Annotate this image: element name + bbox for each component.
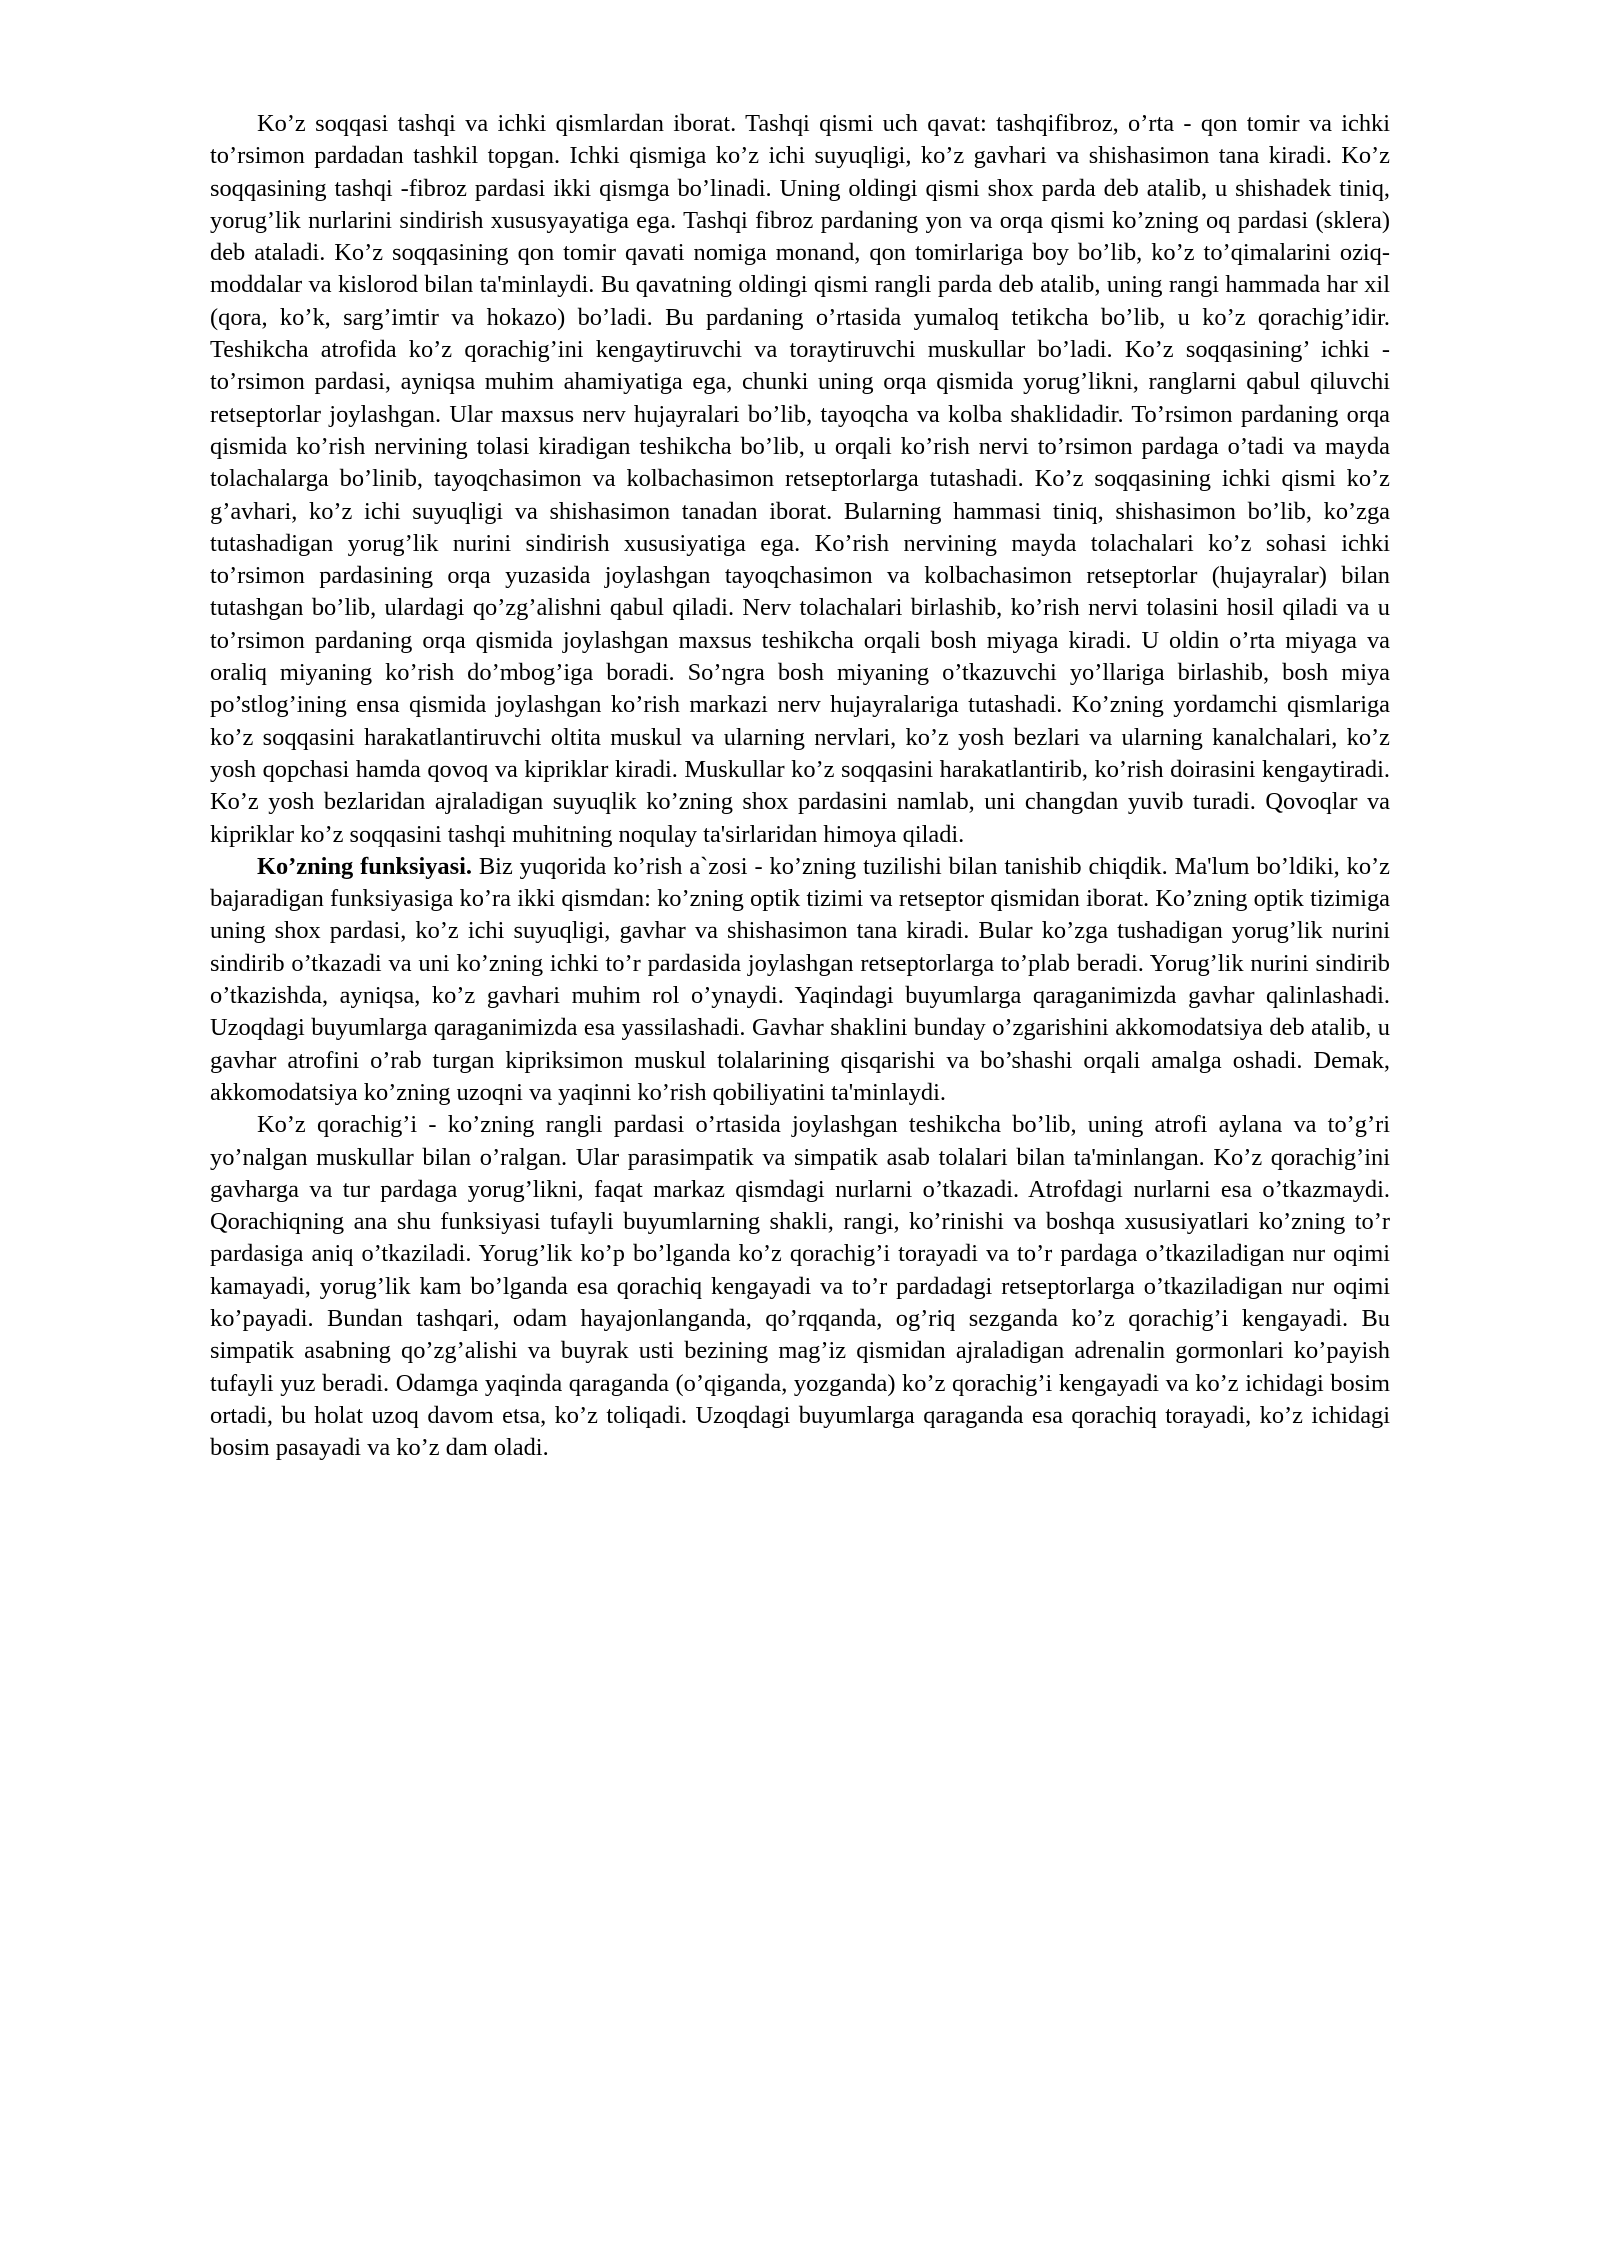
paragraph-eye-function-body: Biz yuqorida ko’rish a`zosi - ko’zning tuzilishi bilan tanishib chiqdik. Ma'lum bo’ldiki, ko’z bajaradigan funksiyasiga ko’ra ikki qismdan: ko’zning optik tizimi va retseptor qismidan iborat. Ko’zning optik tizimiga uning shox pardasi, ko’z ichi suyuqligi, gavhar va shishasimon tana kiradi. Bular ko’zga tushadigan yorug’lik nurini sindirib o’tkazadi va uni ko’zning ichki to’r pardasida joylashgan retseptorlarga to’plab beradi. Yorug’lik nurini sindirib o’tkazishda, ayniqsa, ko’z gavhari muhim rol o’ynaydi. Yaqindagi buyumlarga qaraganimizda gavhar qalinlashadi. Uzoqdagi buyumlarga qaraganimizda esa yassilashadi. Gavhar shaklini bunday o’zgarishini akkomodatsiya deb atalib, u gavhar atrofini o’rab turgan kipriksimon muskul tolalarining qisqarishi va bo’shashi orqali amalga oshadi. Demak, akkomodatsiya ko’zning uzoqni va yaqinni ko’rish qobiliyatini ta'minlaydi.: [210, 852, 1390, 1106]
paragraph-pupil: Ko’z qorachig’i - ko’zning rangli pardasi o’rtasida joylashgan teshikcha bo’lib, uning atrofi aylana va to’g’ri yo’nalgan muskullar bilan o’ralgan. Ular parasimpatik va simpatik asab tolalari bilan ta'minlangan. Ko’z qorachig’ini gavharga va tur pardaga yorug’likni, faqat markaz qismdagi nurlarni o’tkazadi. Atrofdagi nurlarni esa o’tkazmaydi. Qorachiqning ana shu funksiyasi tufayli buyumlarning shakli, rangi, ko’rinishi va boshqa xususiyatlari ko’zning to’r pardasiga aniq o’tkaziladi. Yorug’lik ko’p bo’lganda ko’z qorachig’i torayadi va to’r pardaga o’tkaziladigan nur oqimi kamayadi, yorug’lik kam bo’lganda esa qorachiq kengayadi va to’r pardadagi retseptorlarga o’tkaziladigan nur oqimi ko’payadi. Bundan tashqari, odam hayajonlanganda, qo’rqqanda, og’riq sezganda ko’z qorachig’i kengayadi. Bu simpatik asabning qo’zg’alishi va buyrak usti bezining mag’iz qismidan ajraladigan adrenalin gormonlari ko’payish tufayli yuz beradi. Odamga yaqinda qaraganda (o’qiganda, yozganda) ko’z qorachig’i kengayadi va ko’z ichidagi bosim ortadi, bu holat uzoq davom etsa, ko’z toliqadi. Uzoqdagi buyumlarga qaraganda esa qorachiq torayadi, ko’z ichidagi bosim pasayadi va ko’z dam oladi.: [210, 1111, 1390, 1462]
paragraph-eye-function: [210, 851, 1390, 1109]
section-heading: Ko’zning funksiyasi.: [257, 852, 472, 880]
paragraph-eye-structure: Ko’z soqqasi tashqi va ichki qismlardan iborat. Tashqi qismi uch qavat: tashqifibroz, o’rta - qon tomir va ichki to’rsimon pardadan tashkil topgan. Ichki qismiga ko’z ichi suyuqligi, ko’z gavhari va shishasimon tana kiradi. Ko’z soqqasining tashqi -fibroz pardasi ikki qismga bo’linadi. Uning oldingi qismi shox parda deb atalib, u shishadek tiniq, yorug’lik nurlarini sindirish xususyayatiga ega. Tashqi fibroz pardaning yon va orqa qismi ko’zning oq pardasi (sklera) deb ataladi. Ko’z soqqasining qon tomir qavati nomiga monand, qon tomirlariga boy bo’lib, ko’z to’qimalarini oziq-moddalar va kislorod bilan ta'minlaydi. Bu qavatning oldingi qismi rangli parda deb atalib, uning rangi hammada har xil (qora, ko’k, sarg’imtir va hokazo) bo’ladi. Bu pardaning o’rtasida yumaloq tetikcha bo’lib, u ko’z qorachig’idir. Teshikcha atrofida ko’z qorachig’ini kengaytiruvchi va toraytiruvchi muskullar bo’ladi. Ko’z soqqasining’ ichki - to’rsimon pardasi, ayniqsa muhim ahamiyatiga ega, chunki uning orqa qismida yorug’likni, ranglarni qabul qiluvchi retseptorlar joylashgan. Ular maxsus nerv hujayralari bo’lib, tayoqcha va kolba shaklidadir. To’rsimon pardaning orqa qismida ko’rish nervining tolasi kiradigan teshikcha bo’lib, u orqali ko’rish nervi to’rsimon pardaga o’tadi va mayda tolachalarga bo’linib, tayoqchasimon va kolbachasimon retseptorlarga tutashadi. Ko’z soqqasining ichki qismi ko’z g’avhari, ko’z ichi suyuqligi va shishasimon tanadan iborat. Bularning hammasi tiniq, shishasimon bo’lib, ko’zga tutashadigan yorug’lik nurini sindirish xususiyatiga ega. Ko’rish nervining mayda tolachalari ko’z sohasi ichki to’rsimon pardasining orqa yuzasida joylashgan tayoqchasimon va kolbachasimon retseptorlar (hujayralar) bilan tutashgan bo’lib, ulardagi qo’zg’alishni qabul qiladi. Nerv tolachalari birlashib, ko’rish nervi tolasini hosil qiladi va u to’rsimon pardaning orqa qismida joylashgan maxsus teshikcha orqali bosh miyaga kiradi. U oldin o’rta miyaga va oraliq miyaning ko’rish do’mbog’iga boradi. So’ngra bosh miyaning o’tkazuvchi yo’llariga birlashib, bosh miya po’stlog’ining ensa qismida joylashgan ko’rish markazi nerv hujayralariga tutashadi. Ko’zning yordamchi qismlariga ko’z soqqasini harakatlantiruvchi oltita muskul va ularning nervlari, ko’z yosh bezlari va ularning kanalchalari, ko’z yosh qopchasi hamda qovoq va kipriklar kiradi. Muskullar ko’z soqqasini harakatlantirib, ko’rish doirasini kengaytiradi. Ko’z yosh bezlaridan ajraladigan suyuqlik ko’zning shox pardasini namlab, uni changdan yuvib turadi. Qovoqlar va kipriklar ko’z soqqasini tashqi muhitning noqulay ta'sirlaridan himoya qiladi.: [210, 110, 1390, 848]
document-page: [210, 108, 1390, 1464]
